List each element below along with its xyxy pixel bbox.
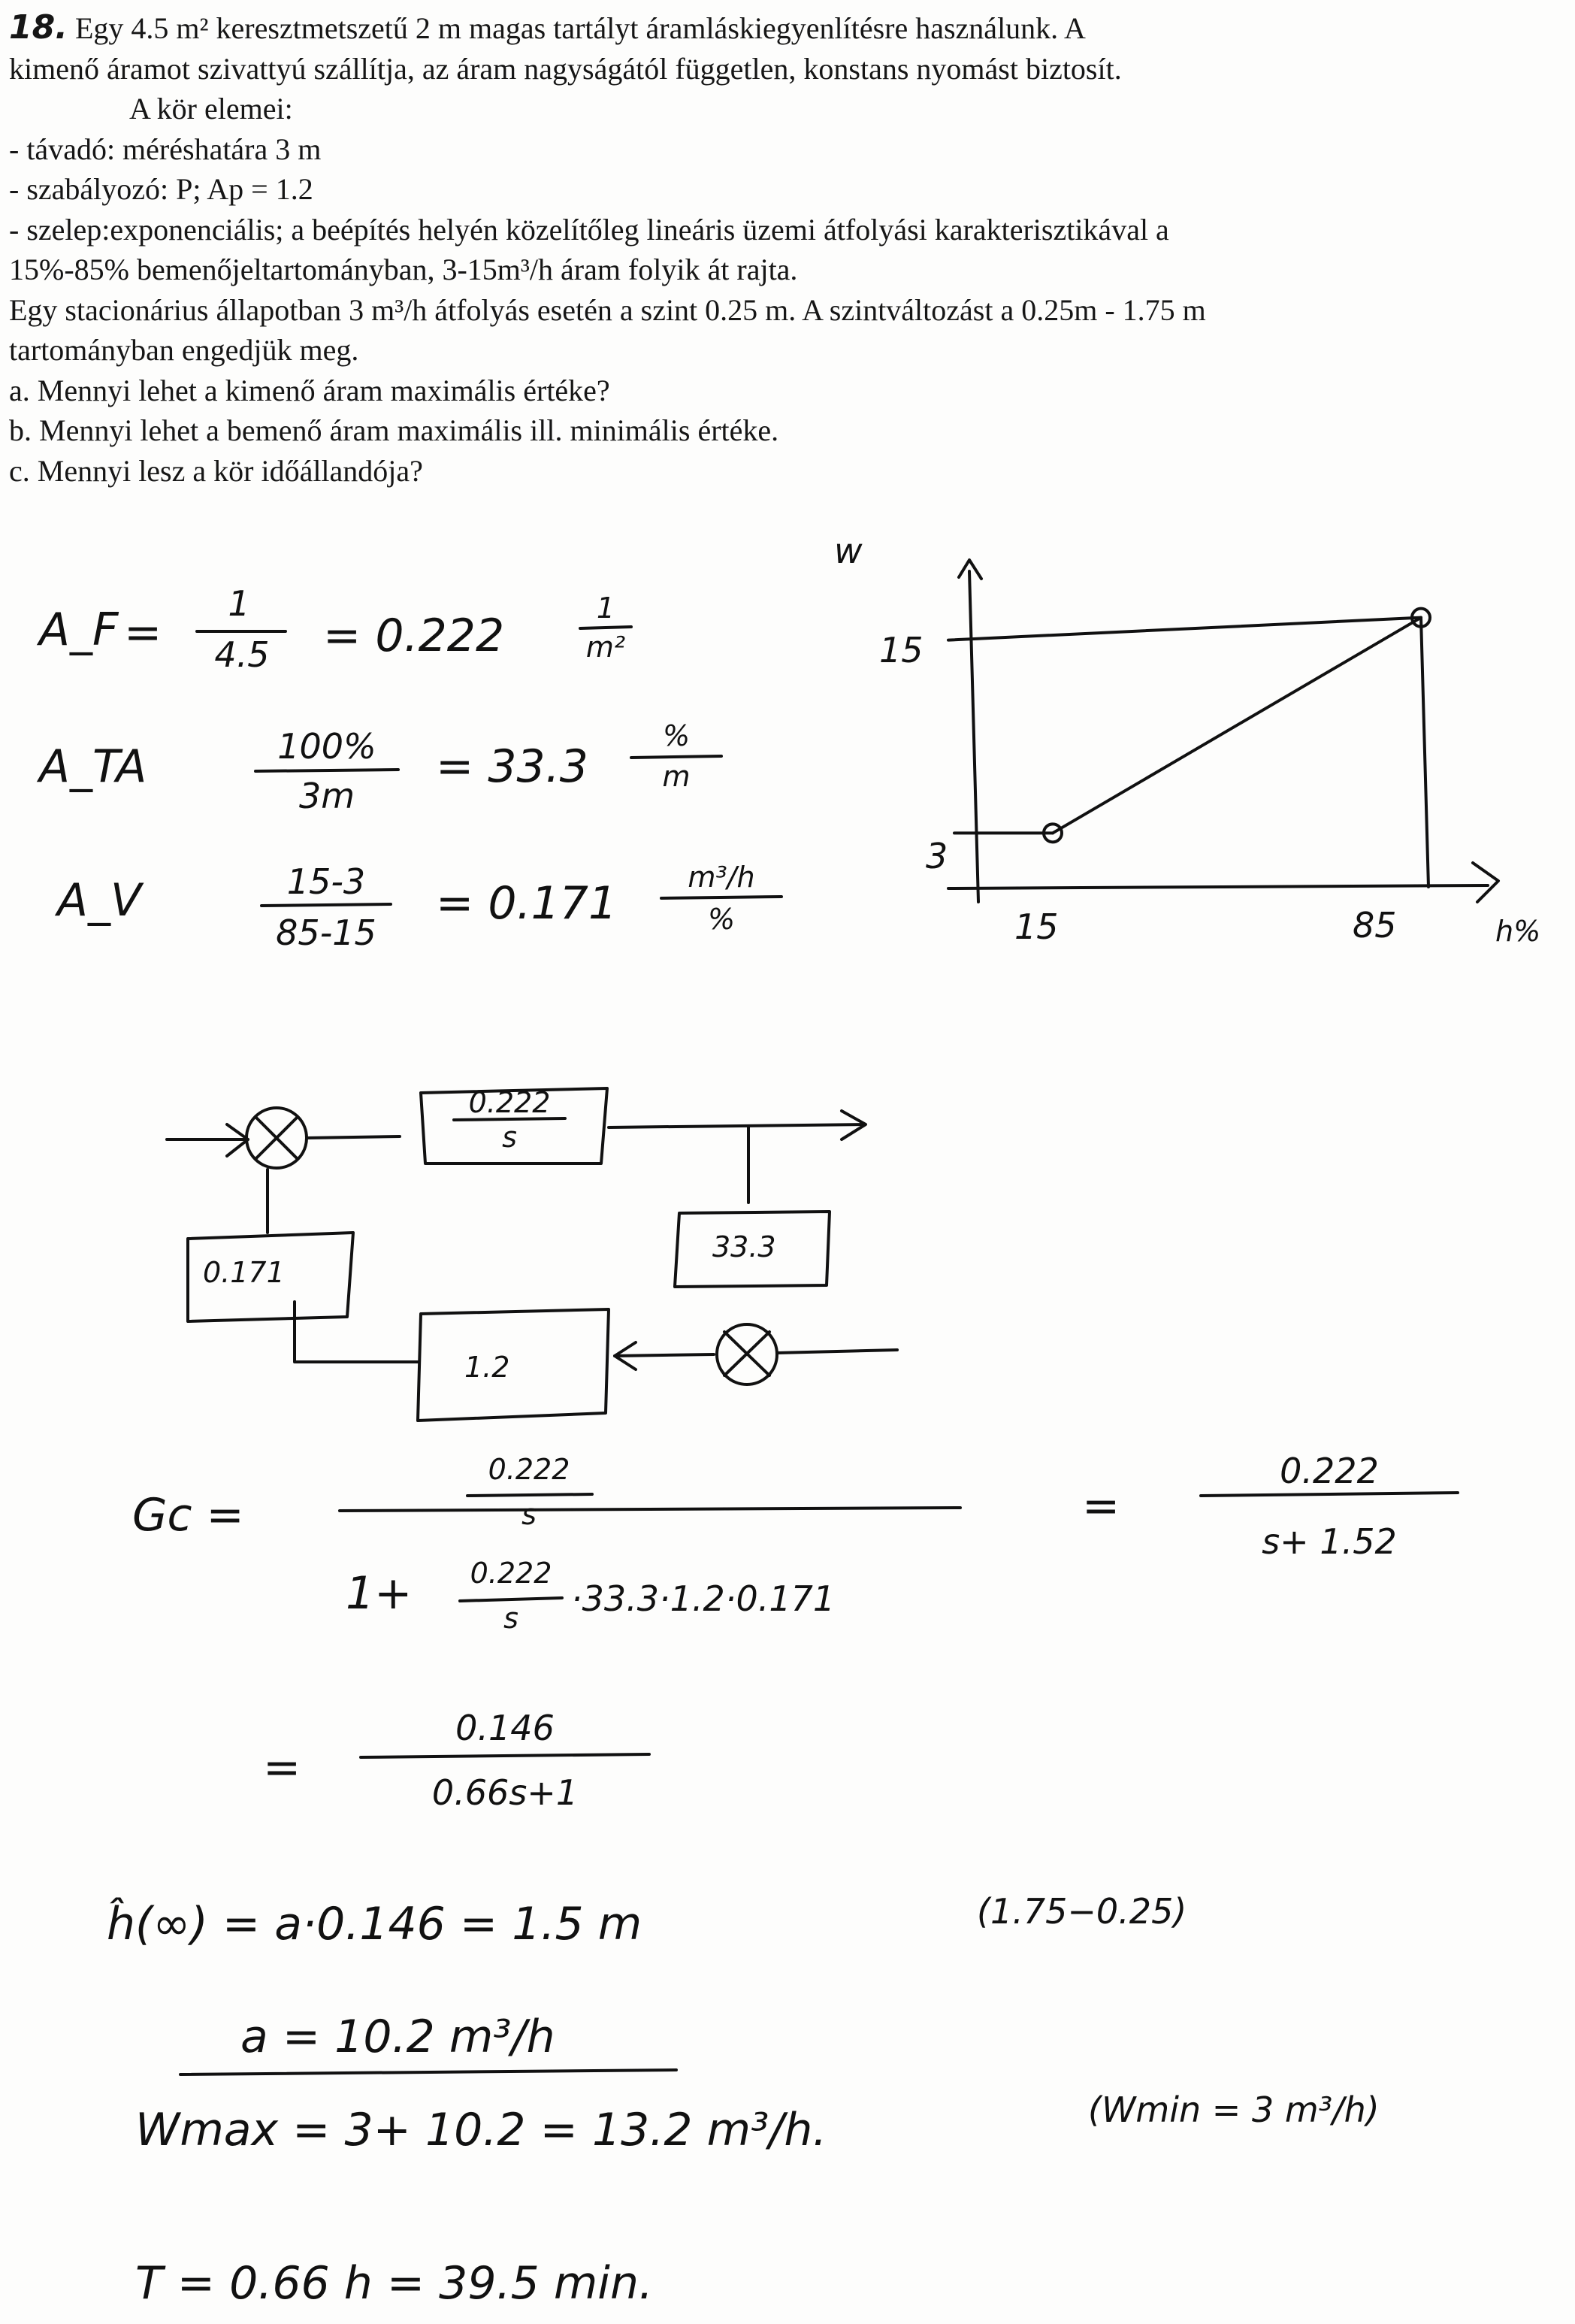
sensor-gain: 33.3 bbox=[712, 1230, 776, 1263]
gc-eq-2: = bbox=[263, 1741, 301, 1794]
setpoint-line bbox=[777, 1350, 897, 1353]
problem-line-6: - szelep:exponenciális; a beépítés helyén közelítőleg lineáris üzemi átfolyási karakterisztikával a bbox=[9, 212, 1169, 247]
gc-num-den: s bbox=[521, 1498, 537, 1531]
graph-x-tick-85: 85 bbox=[1353, 905, 1397, 946]
af-num: 1 bbox=[228, 583, 250, 624]
ata-unit-num: % bbox=[662, 719, 691, 752]
af-result: = 0.222 bbox=[323, 610, 505, 662]
ata-num: 100% bbox=[277, 726, 376, 767]
gc2-num: 0.222 bbox=[1280, 1451, 1379, 1491]
controller-input-line bbox=[615, 1354, 714, 1356]
graph-y-tick-15: 15 bbox=[879, 630, 924, 670]
problem-line-3: A kör elemei: bbox=[129, 92, 293, 126]
plant-den: s bbox=[502, 1121, 517, 1154]
problem-line-1: 18. Egy 4.5 m² keresztmetszetű 2 m magas tartályt áramláskiegyenlítésre használunk. A bbox=[9, 8, 1086, 47]
av-unit-den: % bbox=[707, 903, 736, 936]
graph-x-arrow bbox=[1473, 863, 1498, 902]
gc-den-frac-num: 0.222 bbox=[470, 1557, 552, 1590]
graph-x-axis bbox=[948, 885, 1488, 888]
gc-main-fraction-bar bbox=[340, 1508, 960, 1511]
gc3-num: 0.146 bbox=[455, 1708, 555, 1748]
graph-y-label: w bbox=[834, 531, 863, 571]
av-unit-num: m³/h bbox=[688, 861, 755, 894]
a-underline bbox=[180, 2070, 676, 2074]
gc3-den: 0.66s+1 bbox=[431, 1772, 579, 1813]
plant-num: 0.222 bbox=[468, 1086, 551, 1119]
steady-state-level: ĥ(∞) = a·0.146 = 1.5 m bbox=[107, 1898, 642, 1950]
controller-to-valve-line bbox=[295, 1302, 418, 1362]
problem-line-2: kimenő áramot szivattyú szállítja, az áram nagyságától független, konstans nyomást biztosít. bbox=[9, 51, 1122, 86]
graph-right-guide bbox=[1421, 618, 1428, 887]
graph-y-tick-3: 3 bbox=[926, 836, 948, 876]
gc-eq-1: = bbox=[1082, 1480, 1120, 1533]
ata-unit-den: m bbox=[662, 760, 691, 793]
av-num: 15-3 bbox=[286, 861, 366, 902]
ata-result: = 33.3 bbox=[436, 740, 588, 793]
graph-characteristic-line bbox=[1053, 618, 1421, 834]
gc-den-frac-den: s bbox=[503, 1602, 518, 1635]
graph-x-label: h% bbox=[1495, 915, 1541, 948]
wmin-note: (Wmin = 3 m³/h) bbox=[1088, 2089, 1380, 2130]
level-range-note: (1.75−0.25) bbox=[977, 1891, 1187, 1932]
summing-cross-1 bbox=[255, 1117, 298, 1159]
af-den: 4.5 bbox=[214, 634, 270, 675]
graph-top-guide bbox=[948, 618, 1421, 640]
af-unit-den: m² bbox=[585, 631, 626, 664]
gc3-fraction-bar bbox=[361, 1754, 649, 1757]
gc2-fraction-bar bbox=[1201, 1493, 1458, 1496]
av-den: 85-15 bbox=[276, 912, 376, 953]
graph-y-axis bbox=[969, 571, 978, 902]
av-result: = 0.171 bbox=[436, 877, 618, 930]
ata-label: A_TA bbox=[39, 740, 147, 793]
av-label: A_V bbox=[57, 874, 142, 927]
gc-num: 0.222 bbox=[488, 1453, 570, 1486]
link-1 bbox=[307, 1136, 400, 1138]
gc-num-fraction-bar bbox=[467, 1494, 592, 1496]
summing-cross-2 bbox=[724, 1332, 769, 1375]
gc-label: Gc = bbox=[132, 1489, 244, 1542]
gc-den-rest: ·33.3·1.2·0.171 bbox=[571, 1578, 836, 1619]
graph-x-tick-15: 15 bbox=[1014, 906, 1059, 947]
valve-characteristic-graph bbox=[948, 560, 1498, 902]
af-label: A_F bbox=[39, 604, 119, 656]
gc2-den: s+ 1.52 bbox=[1262, 1521, 1397, 1562]
problem-line-7: 15%-85% bemenőjeltartományban, 3-15m³/h áram folyik át rajta. bbox=[9, 253, 798, 286]
gc-den-fraction-bar bbox=[460, 1598, 562, 1601]
gc-den-prefix: 1+ bbox=[346, 1567, 413, 1620]
ata-unit-bar bbox=[631, 756, 721, 758]
wmax-line: Wmax = 3+ 10.2 = 13.2 m³/h. bbox=[135, 2104, 827, 2156]
time-constant: T = 0.66 h = 39.5 min. bbox=[135, 2257, 654, 2310]
problem-line-10: a. Mennyi lehet a kimenő áram maximális értéke? bbox=[9, 373, 610, 407]
af-unit-bar bbox=[580, 627, 631, 628]
af-equals: = bbox=[124, 607, 162, 659]
problem-line-8: Egy stacionárius állapotban 3 m³/h átfolyás esetén a szint 0.25 m. A szintváltozást a 0.25m - 1.75 m bbox=[9, 292, 1206, 327]
problem-line-12: c. Mennyi lesz a kör időállandója? bbox=[9, 453, 423, 488]
problem-line-11: b. Mennyi lehet a bemenő áram maximális ill. minimális értéke. bbox=[9, 413, 779, 447]
problem-line-9: tartományban engedjük meg. bbox=[9, 333, 359, 367]
a-value: a = 10.2 m³/h bbox=[240, 2011, 555, 2063]
av-unit-bar bbox=[661, 897, 781, 898]
valve-gain: 0.171 bbox=[203, 1256, 285, 1289]
ata-den: 3m bbox=[298, 776, 355, 816]
problem-line-4: - távadó: méréshatára 3 m bbox=[9, 132, 322, 166]
controller-gain: 1.2 bbox=[464, 1351, 510, 1384]
av-fraction-bar bbox=[261, 904, 391, 906]
ata-fraction-bar bbox=[255, 770, 398, 771]
problem-number: 18. bbox=[9, 8, 68, 47]
af-unit-num: 1 bbox=[596, 592, 615, 625]
controller-box bbox=[418, 1309, 609, 1421]
output-line bbox=[609, 1124, 864, 1127]
problem-line-5: - szabályozó: P; Ap = 1.2 bbox=[9, 172, 313, 206]
